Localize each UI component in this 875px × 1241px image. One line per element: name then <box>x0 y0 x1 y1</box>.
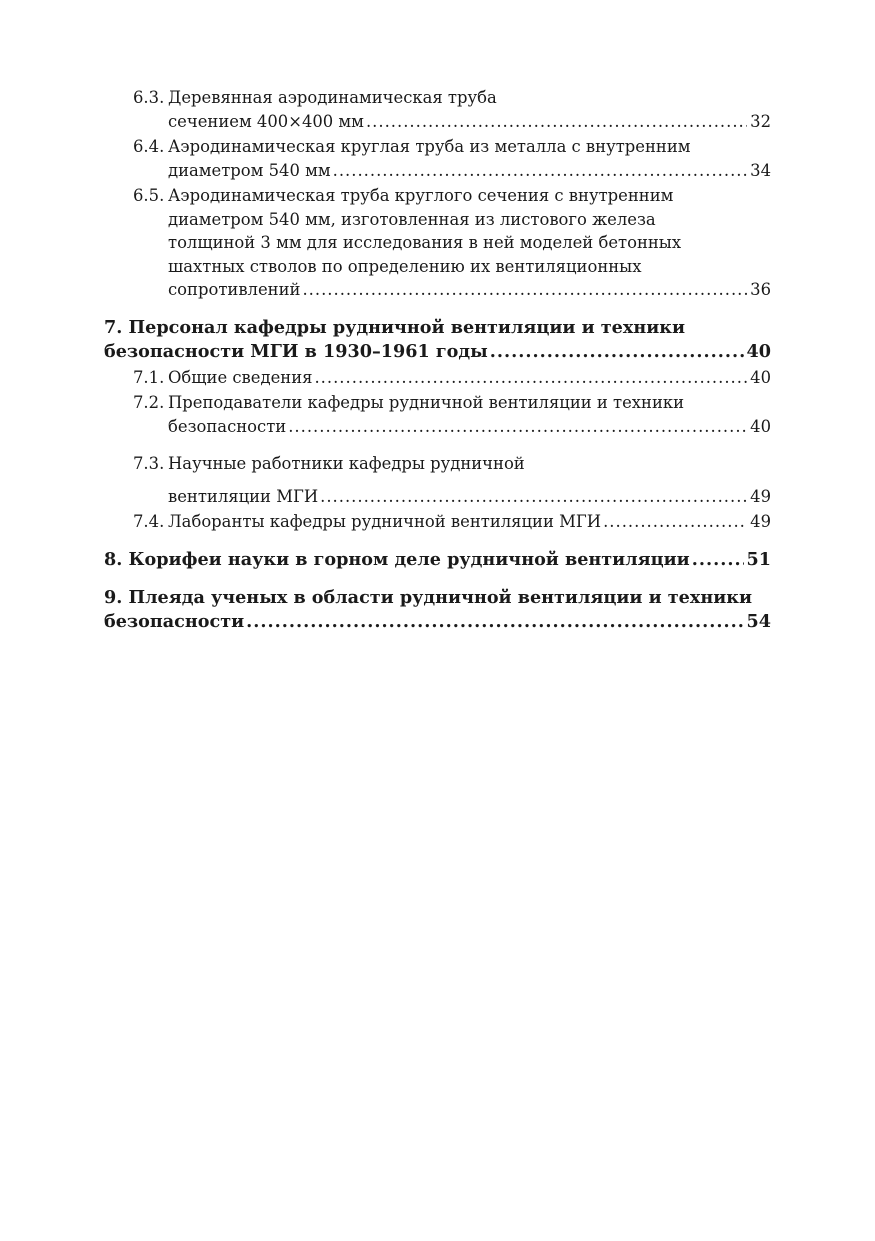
toc-entry-number: 6.5. <box>133 186 165 205</box>
toc-entry-title-line: вентиляции МГИ <box>168 486 319 506</box>
toc-entry-number: 7.2. <box>133 393 165 412</box>
toc-entry-number: 7.4. <box>133 512 165 531</box>
toc-entry-6-3[interactable] <box>133 86 771 133</box>
toc-entry-title-line: диаметром 540 мм <box>168 160 331 180</box>
toc-entry-6-5[interactable] <box>133 184 771 302</box>
toc-entry-title-line: Общие сведения <box>168 367 313 387</box>
toc-page-number: 40 <box>750 416 771 436</box>
toc-entry-number: 6.4. <box>133 137 165 156</box>
toc-page-number: 49 <box>750 486 771 506</box>
dot-leader <box>302 278 747 302</box>
toc-entry-title-line: безопасности <box>168 416 287 436</box>
dot-leader <box>314 366 747 390</box>
toc-entry-title-line: шахтных стволов по определению их вентиляционных <box>168 256 642 276</box>
toc-page-number: 40 <box>750 367 771 387</box>
dot-leader <box>333 159 748 183</box>
toc-section-number: 7. <box>104 316 123 338</box>
toc-entry-7-4[interactable] <box>133 510 771 534</box>
toc-entry-7-3[interactable] <box>133 452 771 508</box>
toc-page-number: 36 <box>750 280 771 299</box>
toc-entry-title-line: сопротивлений <box>168 280 301 299</box>
toc-section-title-line: Корифеи науки в горном деле рудничной вентиляции <box>128 548 690 570</box>
toc-entry-title-line: Аэродинамическая круглая труба из металла с внутренним <box>168 137 691 156</box>
dot-leader <box>366 110 747 134</box>
toc-entry-number: 6.3. <box>133 88 165 107</box>
dot-leader <box>490 340 744 364</box>
toc-entry-6-4[interactable] <box>133 135 771 182</box>
toc-page-number: 49 <box>750 512 771 531</box>
toc-entry-title-line: сечением 400×400 мм <box>168 111 364 131</box>
toc-entry-number: 7.3. <box>133 454 165 473</box>
toc-page-number: 40 <box>746 340 771 362</box>
toc-section-number: 9. <box>104 586 123 608</box>
toc-page-number: 32 <box>750 111 771 131</box>
table-of-contents <box>104 86 771 634</box>
dot-leader <box>288 415 747 439</box>
toc-page-number: 54 <box>746 610 771 632</box>
toc-page-number: 51 <box>746 548 771 570</box>
toc-section-7[interactable] <box>104 316 771 364</box>
toc-entry-7-2[interactable] <box>133 391 771 438</box>
toc-entry-title-line: Аэродинамическая труба круглого сечения с внутренним <box>168 186 674 205</box>
toc-entry-title-line: Преподаватели кафедры рудничной вентиляции и техники <box>168 393 685 412</box>
toc-entry-title-line: Научные работники кафедры рудничной <box>168 454 525 473</box>
toc-entry-number: 7.1. <box>133 367 165 387</box>
toc-entry-title-line: Лаборанты кафедры рудничной вентиляции МГИ <box>168 512 602 531</box>
toc-entry-title-line: толщиной 3 мм для исследования в ней моделей бетонных <box>168 233 682 252</box>
toc-section-title-line: Персонал кафедры рудничной вентиляции и техники <box>128 316 686 338</box>
toc-section-number: 8. <box>104 548 123 570</box>
dot-leader <box>320 485 747 509</box>
toc-section-title-line: безопасности МГИ в 1930–1961 годы <box>104 340 488 362</box>
toc-section-8[interactable] <box>104 548 771 572</box>
toc-page-number: 34 <box>750 160 771 180</box>
toc-entry-title-line: Деревянная аэродинамическая труба <box>168 88 497 107</box>
dot-leader <box>692 548 744 572</box>
toc-section-9[interactable] <box>104 586 771 634</box>
toc-section-title-line: Плеяда ученых в области рудничной вентиляции и техники <box>128 586 753 608</box>
toc-section-title-line: безопасности <box>104 610 245 632</box>
toc-entry-title-line: диаметром 540 мм, изготовленная из листового железа <box>168 209 656 229</box>
dot-leader <box>603 510 747 534</box>
toc-entry-7-1[interactable] <box>133 366 771 390</box>
dot-leader <box>246 610 743 634</box>
